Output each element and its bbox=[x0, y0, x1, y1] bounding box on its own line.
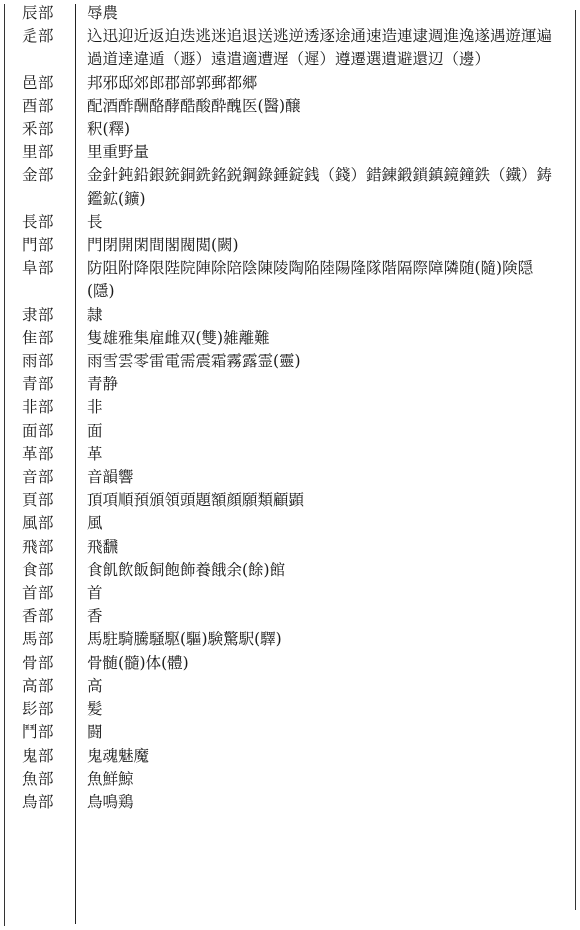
table-row bbox=[0, 118, 580, 141]
character-list: 雨雪雲零雷電需震霜霧露霊(靈) bbox=[87, 352, 301, 371]
character-list: 防阻附降限陛院陣除陪陰陳陵陶陥陸陽隆隊階隔際障隣随(隨)険隠(隱) bbox=[87, 259, 534, 301]
radical-label: 鬼部 bbox=[22, 746, 55, 765]
character-list: 鬼魂魅魔 bbox=[87, 746, 150, 765]
table-row bbox=[0, 559, 580, 582]
character-list: 鳥鳴鶏 bbox=[87, 792, 134, 811]
character-list: 門閉開閑間閣閥閲(闕) bbox=[87, 236, 239, 255]
radical-label: 隹部 bbox=[22, 328, 55, 347]
table-row bbox=[0, 234, 580, 257]
radical-label: 隶部 bbox=[22, 305, 55, 324]
radical-label: 里部 bbox=[22, 143, 55, 162]
character-list: 込迅迎近返迫迭逃迷追退送逃逆透逐途通速造連逮週進逸遂遇遊運遍過道達違遁（遯）遠遣適遭遅（遲）遵遷選遺避還辺（邊） bbox=[87, 27, 553, 69]
radical-label: 首部 bbox=[22, 584, 55, 603]
character-list: 辱農 bbox=[87, 4, 119, 22]
table-row bbox=[0, 164, 580, 210]
radical-label: 音部 bbox=[22, 468, 55, 487]
table-row bbox=[0, 652, 580, 675]
character-list: 隷 bbox=[87, 305, 103, 324]
table-row bbox=[0, 304, 580, 327]
radical-label: 辵部 bbox=[22, 27, 55, 46]
radical-label: 青部 bbox=[22, 375, 55, 394]
table-row bbox=[0, 373, 580, 396]
character-list: 飛飜 bbox=[87, 537, 119, 556]
table-row bbox=[0, 443, 580, 466]
radical-label: 金部 bbox=[22, 166, 55, 185]
radical-label: 香部 bbox=[22, 607, 55, 626]
character-list: 革 bbox=[87, 444, 103, 463]
radical-label: 頁部 bbox=[22, 491, 55, 510]
table-row bbox=[0, 466, 580, 489]
radical-label: 高部 bbox=[22, 676, 55, 695]
character-list: 闘 bbox=[87, 723, 103, 742]
radical-label: 鬥部 bbox=[22, 723, 55, 742]
table-row bbox=[0, 141, 580, 164]
character-list: 釈(釋) bbox=[87, 120, 131, 139]
character-list: 青静 bbox=[87, 375, 119, 394]
character-list: 音韻響 bbox=[87, 468, 134, 487]
table-row bbox=[0, 396, 580, 419]
character-list: 里重野量 bbox=[87, 143, 150, 162]
table-row bbox=[0, 536, 580, 559]
character-list: 配酒酢酬酪酵酷酸酔醜医(醫)醸 bbox=[87, 96, 301, 115]
character-list: 骨髄(髓)体(體) bbox=[87, 653, 189, 672]
radical-label: 馬部 bbox=[22, 630, 55, 649]
radical-label: 鳥部 bbox=[22, 792, 55, 811]
table-row bbox=[0, 721, 580, 744]
table-row bbox=[0, 605, 580, 628]
table-row bbox=[0, 582, 580, 605]
radical-label: 釆部 bbox=[22, 120, 55, 139]
character-list: 長 bbox=[87, 212, 103, 231]
character-list: 高 bbox=[87, 676, 103, 695]
radical-label: 魚部 bbox=[22, 769, 55, 788]
table-row bbox=[0, 745, 580, 768]
table-row bbox=[0, 327, 580, 350]
table-row bbox=[0, 2, 580, 25]
table-row bbox=[0, 512, 580, 535]
radical-label: 革部 bbox=[22, 444, 55, 463]
table-row bbox=[0, 95, 580, 118]
character-list: 髪 bbox=[87, 700, 103, 719]
character-list: 隻雄雅集雇雌双(雙)雑離難 bbox=[87, 328, 270, 347]
character-list: 馬駐騎騰騒駆(驅)験驚駅(驛) bbox=[87, 630, 282, 649]
character-list: 首 bbox=[87, 584, 103, 603]
radical-table bbox=[0, 2, 580, 814]
radical-label: 骨部 bbox=[22, 653, 55, 672]
radical-label: 阜部 bbox=[22, 259, 55, 278]
table-row bbox=[0, 72, 580, 95]
table-row bbox=[0, 698, 580, 721]
character-list: 風 bbox=[87, 514, 103, 533]
radical-label: 辰部 bbox=[22, 4, 55, 22]
character-list: 香 bbox=[87, 607, 103, 626]
table-row bbox=[0, 211, 580, 234]
radical-label: 邑部 bbox=[22, 73, 55, 92]
character-list: 邦邪邸郊郎郡部郭郵都郷 bbox=[87, 73, 258, 92]
table-row bbox=[0, 791, 580, 814]
table-row bbox=[0, 675, 580, 698]
table-row bbox=[0, 628, 580, 651]
table-row bbox=[0, 768, 580, 791]
character-list: 面 bbox=[87, 421, 103, 440]
radical-label: 酉部 bbox=[22, 96, 55, 115]
radical-label: 非部 bbox=[22, 398, 55, 417]
character-list: 食飢飲飯飼飽飾養餓余(餘)館 bbox=[87, 560, 286, 579]
radical-label: 飛部 bbox=[22, 537, 55, 556]
character-list: 非 bbox=[87, 398, 103, 417]
character-list: 頂項順預頒領頭題額顔願類顧顕 bbox=[87, 491, 305, 510]
character-list: 金針鈍鉛銀銃銅銑銘鋭鋼錄錘錠銭（錢）錯錬鍛鎖鎮鏡鐘鉄（鐵）鋳鑑鉱(鑛) bbox=[87, 166, 553, 208]
character-list: 魚鮮鯨 bbox=[87, 769, 134, 788]
radical-label: 髟部 bbox=[22, 700, 55, 719]
table-row bbox=[0, 420, 580, 443]
radical-label: 長部 bbox=[22, 212, 55, 231]
table-row bbox=[0, 489, 580, 512]
radical-label: 風部 bbox=[22, 514, 55, 533]
table-row bbox=[0, 350, 580, 373]
radical-label: 食部 bbox=[22, 560, 55, 579]
radical-label: 門部 bbox=[22, 236, 55, 255]
radical-label: 面部 bbox=[22, 421, 55, 440]
table-row bbox=[0, 257, 580, 303]
radical-label: 雨部 bbox=[22, 352, 55, 371]
table-row bbox=[0, 25, 580, 71]
